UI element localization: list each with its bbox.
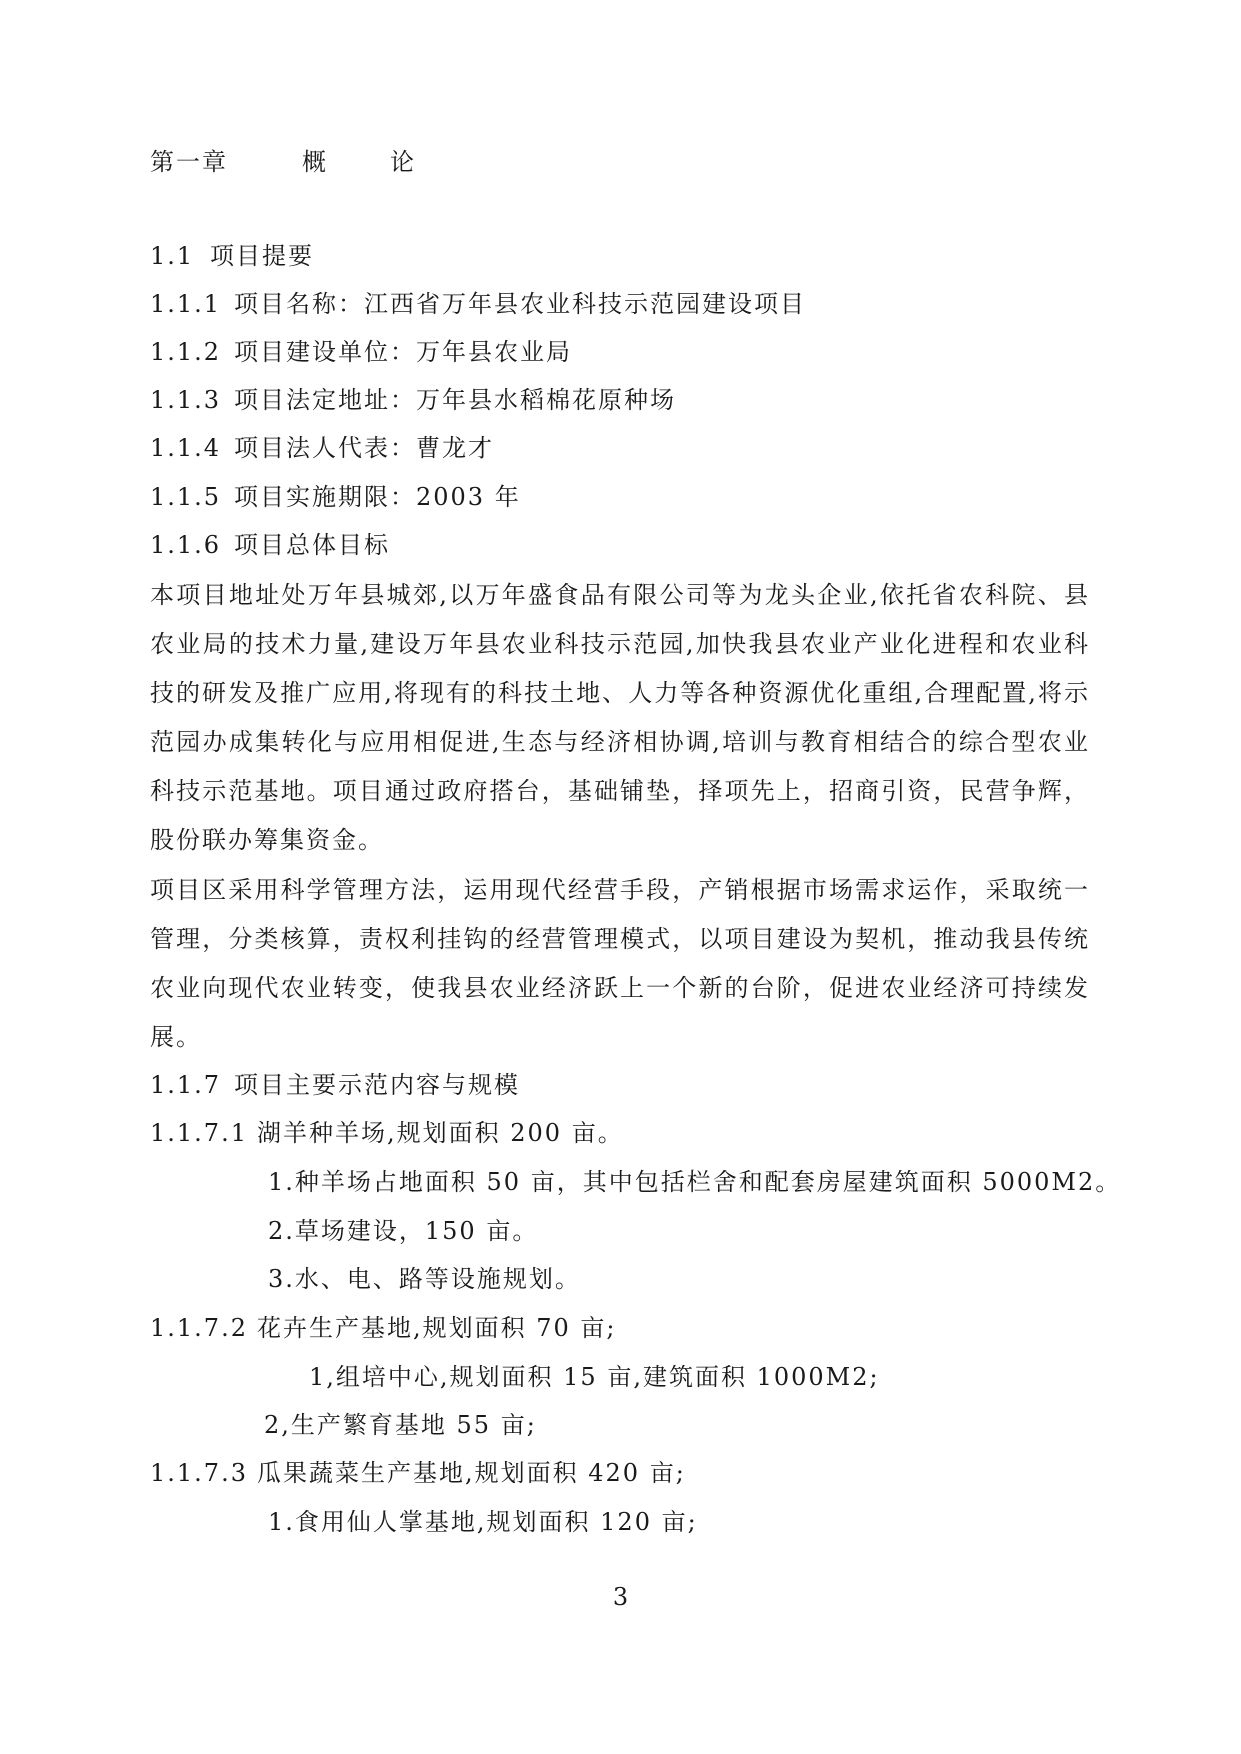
- list-item: 1,组培中心,规划面积 15 亩,建筑面积 1000M2;: [309, 1363, 880, 1391]
- subsubsection-heading: [150, 1117, 624, 1149]
- subsection-heading: [150, 1069, 520, 1101]
- chapter-label: 第一章: [150, 148, 228, 176]
- subsection-text: 项目主要示范内容与规模: [234, 1071, 520, 1099]
- subsubsection-heading: [150, 1457, 686, 1489]
- section-number: 1.1: [150, 242, 195, 270]
- subsection-number: 1.1.6: [150, 531, 222, 559]
- subsection-text: 项目建设单位：万年县农业局: [234, 338, 572, 366]
- list-item: 1.食用仙人掌基地,规划面积 120 亩;: [268, 1508, 698, 1536]
- chapter-title-char-2: 论: [390, 148, 416, 176]
- section-title: 项目提要: [210, 242, 314, 270]
- subsection-number: 1.1.1: [150, 290, 222, 318]
- subsection-heading: [150, 481, 521, 513]
- subsubsection-number: 1.1.7.2: [150, 1314, 248, 1342]
- subsubsection-text: 瓜果蔬菜生产基地,规划面积 420 亩;: [257, 1459, 686, 1487]
- subsection-heading: [150, 432, 494, 464]
- chapter-title-char-1: 概: [302, 148, 328, 176]
- subsection-text: 项目总体目标: [234, 531, 390, 559]
- list-item: 1.种羊场占地面积 50 亩，其中包括栏舍和配套房屋建筑面积 5000M2。: [268, 1168, 1122, 1196]
- chapter-heading: [150, 146, 416, 178]
- subsection-number: 1.1.2: [150, 338, 222, 366]
- list-item: 2.草场建设，150 亩。: [268, 1217, 539, 1245]
- subsection-heading: [150, 336, 572, 368]
- subsection-text: 项目法定地址：万年县水稻棉花原种场: [234, 386, 676, 414]
- subsection-text: 项目实施期限：2003 年: [234, 483, 521, 511]
- subsubsection-number: 1.1.7.3: [150, 1459, 248, 1487]
- subsection-heading: [150, 529, 390, 561]
- list-item: 2,生产繁育基地 55 亩;: [264, 1411, 537, 1439]
- subsection-number: 1.1.4: [150, 434, 222, 462]
- subsection-heading: [150, 384, 676, 416]
- paragraph-management: 项目区采用科学管理方法，运用现代经营手段，产销根据市场需求运作，采取统一管理，分类核算，责权利挂钩的经营管理模式，以项目建设为契机，推动我县传统农业向现代农业转变，使我县农业经济跃上一个新的台阶，促进农业经济可持续发展。: [150, 876, 1090, 1051]
- subsection-number: 1.1.3: [150, 386, 222, 414]
- list-item: 3.水、电、路等设施规划。: [268, 1265, 581, 1293]
- paragraph-goal: 本项目地址处万年县城郊,以万年盛食品有限公司等为龙头企业,依托省农科院、县农业局的技术力量,建设万年县农业科技示范园,加快我县农业产业化进程和农业科技的研发及推广应用,将现有的科技土地、人力等各种资源优化重组,合理配置,将示范园办成集转化与应用相促进,生态与经济相协调,培训与教育相结合的综合型农业科技示范基地。项目通过政府搭台，基础铺垫，择项先上，招商引资，民营争辉，股份联办筹集资金。: [150, 581, 1090, 854]
- subsection-text: 项目法人代表：曹龙才: [234, 434, 494, 462]
- subsubsection-text: 花卉生产基地,规划面积 70 亩;: [257, 1314, 617, 1342]
- section-heading: [150, 240, 314, 272]
- subsubsection-heading: [150, 1312, 617, 1344]
- subsection-text: 项目名称：江西省万年县农业科技示范园建设项目: [234, 290, 806, 318]
- subsection-number: 1.1.7: [150, 1071, 222, 1099]
- subsection-number: 1.1.5: [150, 483, 222, 511]
- page-number: 3: [612, 1583, 629, 1611]
- subsubsection-text: 湖羊种羊场,规划面积 200 亩。: [257, 1119, 624, 1147]
- subsection-heading: [150, 288, 806, 320]
- subsubsection-number: 1.1.7.1: [150, 1119, 248, 1147]
